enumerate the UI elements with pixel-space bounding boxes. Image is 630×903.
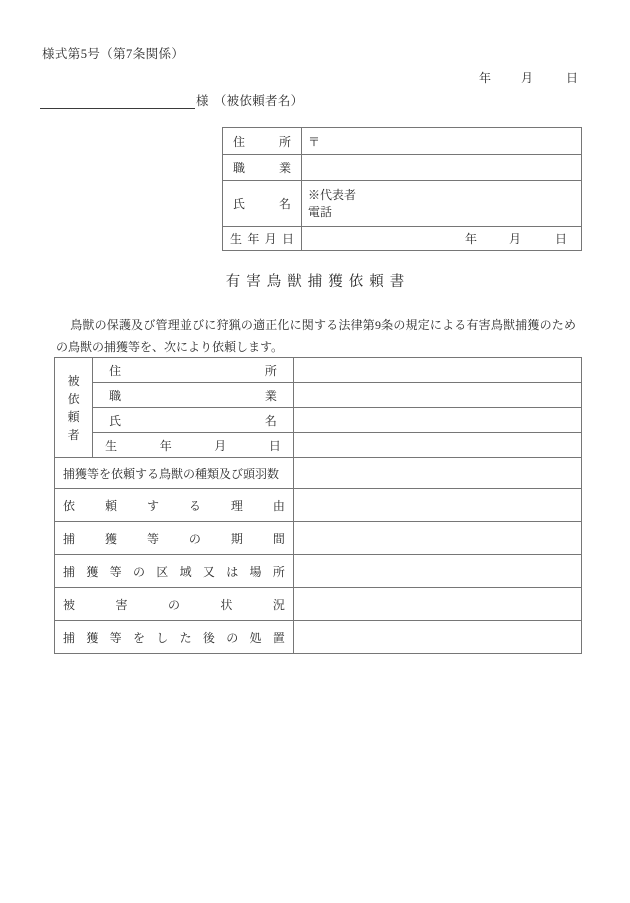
- value-period[interactable]: [293, 522, 581, 555]
- applicant-row-birthdate: [223, 227, 582, 251]
- applicant-label-name-char-2: 名: [278, 197, 291, 211]
- requester-label-address: [93, 358, 294, 383]
- applicant-label-birthdate-char-4: 日: [281, 232, 294, 246]
- request-row-area: [55, 555, 582, 588]
- requester-label-address-char-1: 住: [109, 363, 122, 378]
- applicant-value-occupation[interactable]: [302, 155, 582, 181]
- requester-value-name[interactable]: [293, 408, 581, 433]
- birthdate-month-label: 月: [508, 232, 521, 246]
- requester-side-label-char-4: 者: [67, 427, 80, 442]
- label-area-char-4: の: [132, 564, 145, 579]
- addressee-blank-field[interactable]: [40, 93, 195, 109]
- addressee-line: [40, 91, 360, 109]
- applicant-label-occupation-char-2: 業: [278, 161, 291, 175]
- applicant-row-occupation: [223, 155, 582, 181]
- applicant-label-address-char-2: 所: [278, 134, 291, 149]
- requester-label-name: [93, 408, 294, 433]
- request-table: [54, 357, 582, 654]
- requester-label-name-char-2: 名: [264, 413, 277, 428]
- requester-label-occupation: [93, 383, 294, 408]
- requester-label-birthdate-char-4: 日: [268, 438, 281, 453]
- label-reason-char-6: 由: [272, 498, 285, 513]
- requester-label-birthdate: [93, 433, 294, 458]
- requester-label-occupation-char-2: 業: [264, 388, 277, 403]
- label-area-char-8: は: [226, 564, 239, 579]
- header-date-line: [400, 69, 582, 86]
- label-area: [55, 555, 294, 588]
- label-reason-char-1: 依: [63, 498, 76, 513]
- label-reason-char-5: 理: [230, 498, 243, 513]
- applicant-value-birthdate[interactable]: [302, 227, 582, 251]
- requester-side-label-char-1: 被: [67, 373, 80, 388]
- label-period-char-1: 捕: [63, 531, 76, 546]
- label-reason-char-3: す: [146, 498, 159, 513]
- label-disposal-char-6: た: [179, 630, 192, 645]
- label-disposal-char-1: 捕: [63, 630, 76, 645]
- label-area-char-1: 捕: [63, 564, 76, 579]
- postal-code-mark: 〒: [308, 134, 321, 149]
- label-reason-char-4: る: [188, 498, 201, 513]
- label-species-and-count: [55, 458, 294, 489]
- label-period-char-3: 等: [146, 531, 159, 546]
- label-disposal-char-7: 後: [202, 630, 215, 645]
- birthdate-year-label: 年: [464, 232, 477, 246]
- applicant-row-address: [223, 128, 582, 155]
- applicant-value-name[interactable]: [302, 181, 582, 227]
- label-reason-char-2: 頼: [104, 498, 117, 513]
- requester-side-label-char-3: 頼: [67, 409, 80, 424]
- requester-label-occupation-char-1: 職: [109, 388, 122, 403]
- label-period-char-6: 間: [272, 531, 285, 546]
- label-period-char-4: の: [188, 531, 201, 546]
- request-row-address: [55, 358, 582, 383]
- label-species-and-count-text: 捕獲等を依頼する鳥獣の種類及び頭羽数: [63, 466, 280, 481]
- label-disposal-char-4: を: [132, 630, 145, 645]
- applicant-row-name: [223, 181, 582, 227]
- requester-label-birthdate-char-1: 生: [105, 438, 118, 453]
- applicant-value-address[interactable]: [302, 128, 582, 155]
- applicant-label-name: [223, 181, 302, 227]
- request-row-period: [55, 522, 582, 555]
- birthdate-day-label: 日: [554, 232, 567, 246]
- value-area[interactable]: [293, 555, 581, 588]
- label-disposal: [55, 621, 294, 654]
- label-area-char-2: 獲: [86, 564, 99, 579]
- telephone-label: 電話: [308, 205, 333, 219]
- requester-side-label: [55, 358, 93, 458]
- value-damage[interactable]: [293, 588, 581, 621]
- document-title: 有害鳥獣捕獲依頼書: [225, 274, 411, 290]
- applicant-label-birthdate: [223, 227, 302, 251]
- label-damage-char-5: 況: [272, 597, 285, 612]
- request-row-damage: [55, 588, 582, 621]
- label-damage: [55, 588, 294, 621]
- label-reason: [55, 489, 294, 522]
- label-period: [55, 522, 294, 555]
- header-date-year: 年: [478, 71, 491, 85]
- applicant-label-address: [223, 128, 302, 155]
- label-damage-char-2: 害: [115, 597, 128, 612]
- requester-side-label-char-2: 依: [67, 391, 80, 406]
- requester-value-address[interactable]: [293, 358, 581, 383]
- requester-label-address-char-2: 所: [264, 363, 277, 378]
- label-disposal-char-2: 獲: [86, 630, 99, 645]
- label-area-char-6: 域: [179, 564, 192, 579]
- request-row-species: [55, 458, 582, 489]
- label-disposal-char-8: の: [226, 630, 239, 645]
- addressee-suffix: 様: [196, 94, 209, 108]
- label-damage-char-3: の: [167, 597, 180, 612]
- value-disposal[interactable]: [293, 621, 581, 654]
- request-row-birthdate: [55, 433, 582, 458]
- label-area-char-5: 区: [156, 564, 169, 579]
- request-row-disposal: [55, 621, 582, 654]
- form-number: 様式第5号（第7条関係）: [42, 47, 185, 61]
- requester-label-birthdate-char-2: 年: [159, 438, 172, 453]
- header-date-day: 日: [565, 71, 578, 85]
- label-damage-char-1: 被: [63, 597, 76, 612]
- request-row-reason: [55, 489, 582, 522]
- label-period-char-5: 期: [230, 531, 243, 546]
- value-reason[interactable]: [293, 489, 581, 522]
- label-damage-char-4: 状: [220, 597, 233, 612]
- applicant-label-birthdate-char-2: 年: [247, 232, 260, 246]
- header-date-month: 月: [520, 71, 533, 85]
- applicant-label-birthdate-char-3: 月: [264, 232, 277, 246]
- label-area-char-7: 又: [202, 564, 215, 579]
- label-area-char-3: 等: [109, 564, 122, 579]
- body-paragraph: [56, 314, 576, 358]
- requester-value-birthdate[interactable]: [293, 433, 581, 458]
- request-row-occupation: [55, 383, 582, 408]
- addressee-note: （被依頼者名）: [213, 94, 304, 108]
- requester-label-name-char-1: 氏: [109, 413, 122, 428]
- requester-label-birthdate-char-3: 月: [214, 438, 227, 453]
- label-disposal-char-5: し: [156, 630, 169, 645]
- request-row-name: [55, 408, 582, 433]
- applicant-label-occupation: [223, 155, 302, 181]
- applicant-label-name-char-1: 氏: [233, 197, 246, 211]
- label-period-char-2: 獲: [104, 531, 117, 546]
- label-disposal-char-10: 置: [272, 630, 285, 645]
- applicant-table: [222, 127, 582, 251]
- applicant-label-occupation-char-1: 職: [233, 161, 246, 175]
- label-area-char-10: 所: [272, 564, 285, 579]
- body-paragraph-text: 鳥獣の保護及び管理並びに狩猟の適正化に関する法律第9条の規定による有害鳥獣捕獲のための鳥獣の捕獲等を、次により依頼します。: [56, 318, 576, 355]
- representative-note: ※代表者: [308, 188, 357, 202]
- label-disposal-char-3: 等: [109, 630, 122, 645]
- value-species-and-count[interactable]: [293, 458, 581, 489]
- label-disposal-char-9: 処: [249, 630, 262, 645]
- label-area-char-9: 場: [249, 564, 262, 579]
- requester-value-occupation[interactable]: [293, 383, 581, 408]
- applicant-label-address-char-1: 住: [233, 134, 246, 149]
- applicant-label-birthdate-char-1: 生: [230, 232, 243, 246]
